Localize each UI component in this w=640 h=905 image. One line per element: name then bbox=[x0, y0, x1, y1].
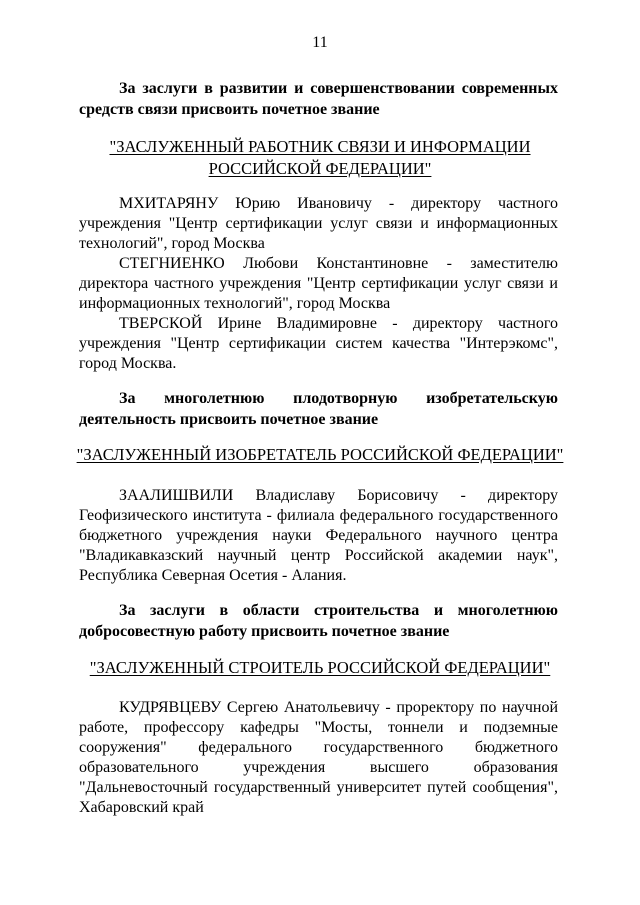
section-3-award-title bbox=[0, 657, 640, 679]
section-1-awardee-1: МХИТАРЯНУ Юрию Ивановичу - директору частного учреждения "Центр сертификации услуг связи и информационных технологий", город Москва bbox=[79, 195, 558, 252]
section-1-awardee-2: СТЕГНИЕНКО Любови Константиновне - заместителю директора частного учреждения "Центр сертификации услуг связи и информационных технологий", город Москва bbox=[79, 255, 558, 312]
page-number: 11 bbox=[312, 34, 328, 51]
section-3-title-line1: "ЗАСЛУЖЕННЫЙ СТРОИТЕЛЬ РОССИЙСКОЙ ФЕДЕРАЦИИ" bbox=[89, 658, 551, 677]
section-2-award-title bbox=[0, 444, 640, 466]
section-1-awardee-3: ТВЕРСКОЙ Ирине Владимировне - директору частного учреждения "Центр сертификации систем качества "Интерэкомс", город Москва. bbox=[79, 315, 558, 372]
section-3-intro-line2: добросовестную работу присвоить почетное звание bbox=[79, 623, 450, 640]
section-3-intro-line1: За заслуги в области строительства и многолетнюю bbox=[119, 602, 558, 619]
section-1-title-line2: РОССИЙСКОЙ ФЕДЕРАЦИИ" bbox=[208, 159, 432, 178]
section-2-intro-line2: деятельность присвоить почетное звание bbox=[79, 411, 379, 428]
section-1-title-line1: "ЗАСЛУЖЕННЫЙ РАБОТНИК СВЯЗИ И ИНФОРМАЦИИ bbox=[109, 137, 531, 156]
section-3-awardee-1: КУДРЯВЦЕВУ Сергею Анатольевичу - проректору по научной работе, профессору кафедры "Мосты, тоннели и подземные сооружения" федерального государственного бюджетного образовательного учреждения высшего образования "Дальневосточный государственный университет путей сообщения", Хабаровский край bbox=[79, 699, 558, 816]
section-2-title-line1: "ЗАСЛУЖЕННЫЙ ИЗОБРЕТАТЕЛЬ РОССИЙСКОЙ ФЕДЕРАЦИИ" bbox=[76, 445, 564, 464]
section-1-intro-line2: средств связи присвоить почетное звание bbox=[79, 101, 380, 118]
section-2-intro bbox=[79, 388, 558, 430]
section-1-award-title bbox=[0, 136, 640, 180]
section-1-intro bbox=[79, 78, 558, 120]
section-1-intro-line1: За заслуги в развитии и совершенствовании современных bbox=[119, 80, 558, 97]
section-2-intro-line1: За многолетнюю плодотворную изобретательскую bbox=[119, 390, 558, 407]
section-2-awardee-1: ЗААЛИШВИЛИ Владиславу Борисовичу - директору Геофизического института - филиала федерального государственного бюджетного учреждения науки Федерального научного центра "Владикавказский научный центр Российской академии наук", Республика Северная Осетия - Алания. bbox=[79, 487, 558, 584]
section-3-intro bbox=[79, 600, 558, 642]
